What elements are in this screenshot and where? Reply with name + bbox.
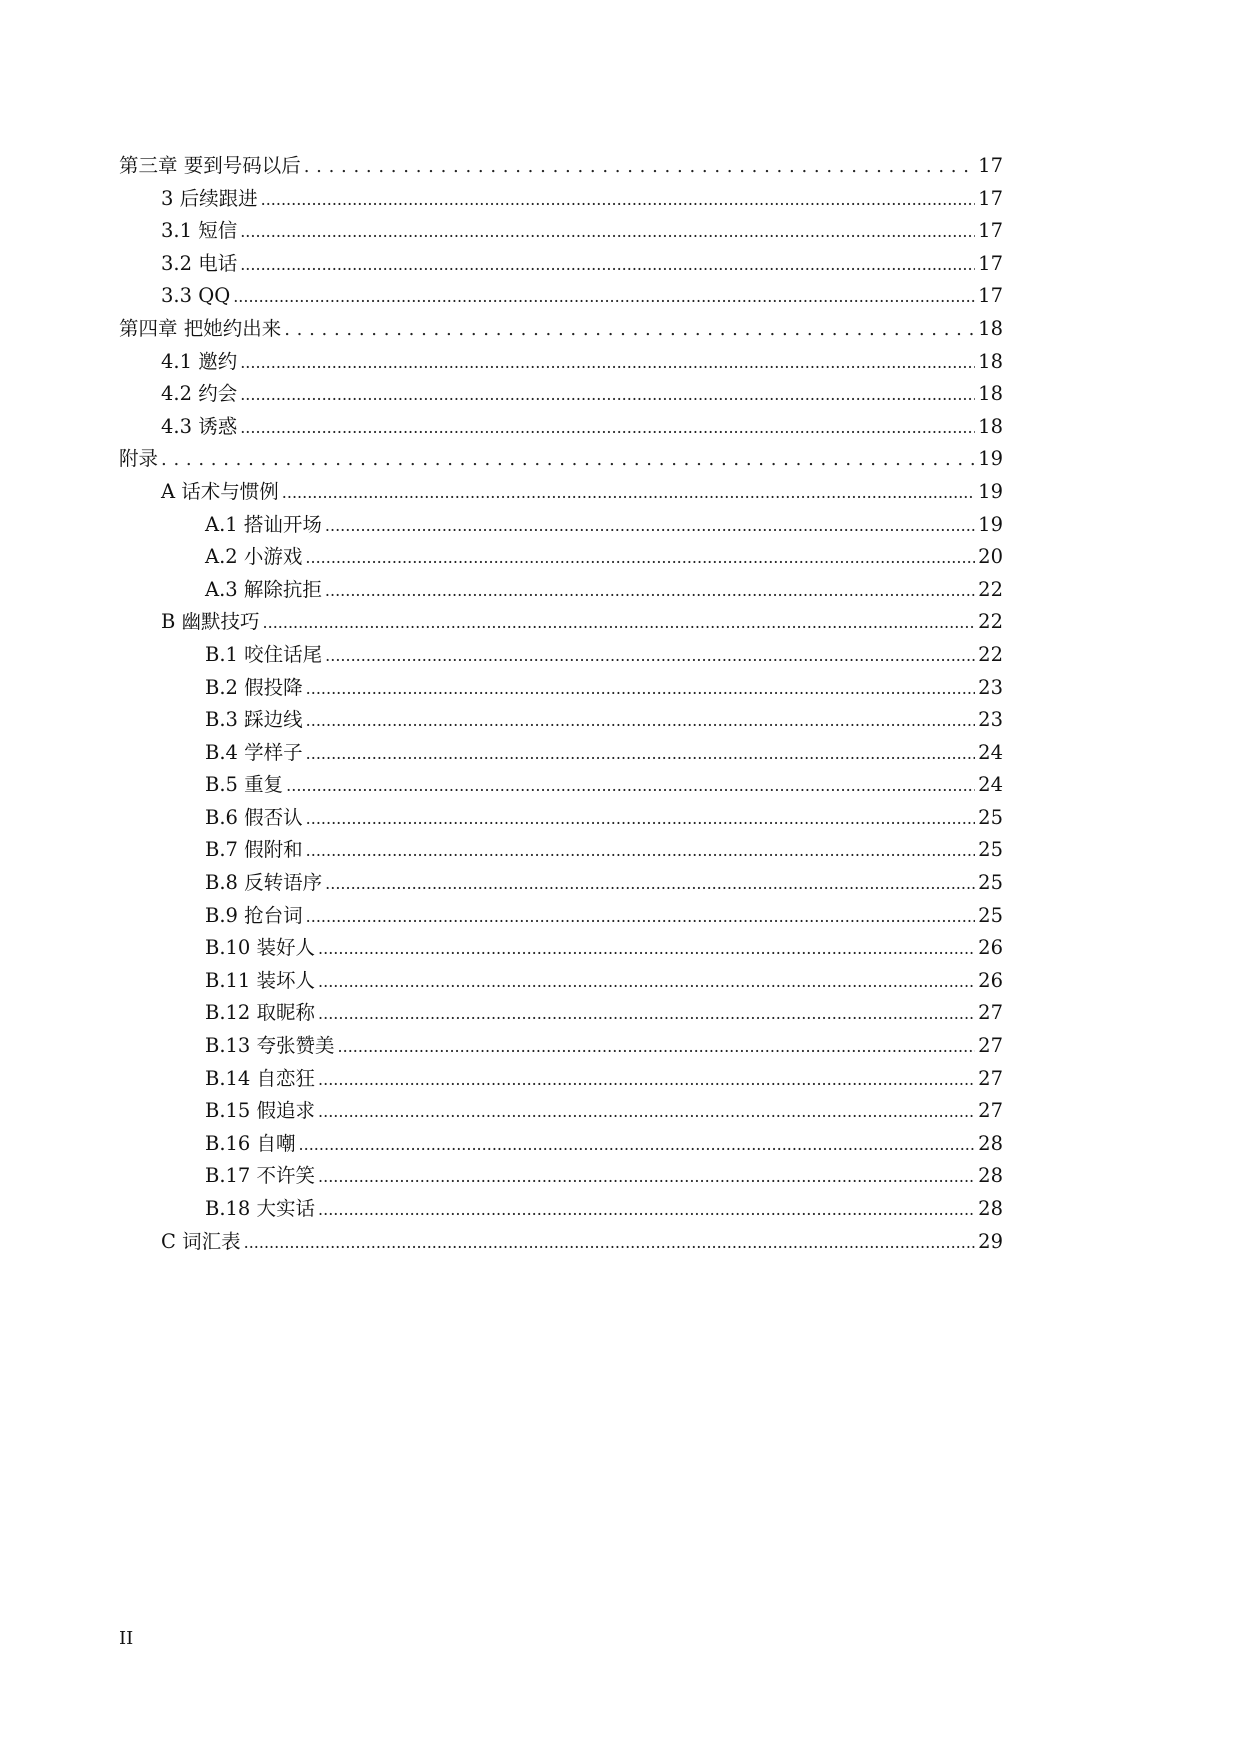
- toc-entry-page-number: 25: [978, 838, 1003, 862]
- toc-entry-page-number: 22: [978, 610, 1003, 634]
- dot-leader: [240, 411, 975, 445]
- dot-leader: [338, 1030, 976, 1064]
- toc-entry-page-number: 23: [978, 675, 1003, 699]
- toc-entry-page-number: 18: [978, 382, 1003, 406]
- toc-entry-page-number: 25: [978, 871, 1003, 895]
- toc-entry[interactable]: [119, 1128, 1003, 1161]
- toc-entry[interactable]: [119, 346, 1003, 379]
- toc-entry-title: 第三章 要到号码以后: [119, 154, 301, 177]
- toc-entry-title: 3.3 QQ: [161, 284, 231, 308]
- toc-entry[interactable]: [119, 1063, 1003, 1096]
- toc-entry[interactable]: [119, 932, 1003, 965]
- dot-leader: [306, 802, 976, 836]
- toc-entry-title: 3 后续跟进: [161, 186, 258, 210]
- dot-leader: [325, 867, 975, 901]
- dot-leader: [161, 443, 975, 477]
- toc-entry-title: B.8 反转语序: [205, 871, 323, 895]
- toc-entry[interactable]: [119, 606, 1003, 639]
- toc-entry-title: 第四章 把她约出来: [119, 316, 282, 340]
- toc-entry[interactable]: [119, 997, 1003, 1030]
- footer-page-number: II: [119, 1628, 134, 1649]
- dot-leader: [306, 737, 976, 771]
- toc-entry-page-number: 27: [978, 1001, 1003, 1025]
- toc-entry-page-number: 24: [978, 740, 1003, 764]
- toc-entry-title: B.15 假追求: [205, 1099, 316, 1123]
- dot-leader: [318, 1063, 975, 1097]
- toc-entry-page-number: 18: [978, 414, 1003, 438]
- toc-entry[interactable]: [119, 1160, 1003, 1193]
- toc-entry-page-number: 19: [978, 512, 1003, 536]
- toc-entry-page-number: 17: [978, 251, 1003, 275]
- toc-entry-title: B.4 学样子: [205, 740, 303, 764]
- toc-entry-title: B 幽默技巧: [161, 610, 260, 634]
- dot-leader: [306, 672, 976, 706]
- toc-entry[interactable]: [119, 509, 1003, 542]
- toc-entry-title: A.1 搭讪开场: [205, 512, 322, 536]
- toc-entry-title: B.11 装坏人: [205, 968, 316, 992]
- toc-entry[interactable]: [119, 280, 1003, 313]
- dot-leader: [304, 150, 975, 184]
- dot-leader: [306, 900, 976, 934]
- dot-leader: [244, 1226, 976, 1260]
- toc-entry-title: B.12 取昵称: [205, 1001, 316, 1025]
- toc-entry-page-number: 19: [978, 479, 1003, 503]
- dot-leader: [282, 476, 975, 510]
- toc-entry[interactable]: [119, 476, 1003, 509]
- toc-entry[interactable]: [119, 769, 1003, 802]
- toc-entry[interactable]: [119, 737, 1003, 770]
- toc-entry[interactable]: [119, 867, 1003, 900]
- toc-entry[interactable]: [119, 639, 1003, 672]
- toc-entry[interactable]: [119, 1095, 1003, 1128]
- toc-entry-title: 3.1 短信: [161, 219, 238, 243]
- toc-entry-page-number: 19: [978, 447, 1003, 471]
- toc-entry-page-number: 22: [978, 642, 1003, 666]
- dot-leader: [299, 1128, 976, 1162]
- toc-entry-title: B.18 大实话: [205, 1197, 316, 1220]
- dot-leader: [240, 248, 975, 282]
- toc-entry-title: B.7 假附和: [205, 838, 303, 862]
- toc-entry[interactable]: [119, 411, 1003, 444]
- dot-leader: [325, 509, 975, 543]
- toc-entry-title: A.2 小游戏: [205, 545, 303, 569]
- toc-entry-title: 4.2 约会: [161, 382, 238, 406]
- toc-entry-page-number: 28: [978, 1131, 1003, 1155]
- toc-entry-title: B.16 自嘲: [205, 1131, 296, 1155]
- toc-entry-title: B.2 假投降: [205, 675, 303, 699]
- toc-entry-page-number: 25: [978, 903, 1003, 927]
- toc-entry-page-number: 27: [978, 1034, 1003, 1058]
- toc-entry-page-number: 26: [978, 936, 1003, 960]
- toc-entry-title: B.5 重复: [205, 773, 284, 797]
- toc-entry-title: A 话术与惯例: [161, 479, 279, 503]
- dot-leader: [305, 541, 975, 575]
- dot-leader: [318, 1193, 975, 1227]
- dot-leader: [306, 834, 976, 868]
- toc-entry[interactable]: [119, 313, 1003, 346]
- dot-leader: [325, 639, 975, 673]
- toc-entry-page-number: 20: [978, 545, 1003, 569]
- toc-entry-page-number: 27: [978, 1066, 1003, 1090]
- toc-entry[interactable]: [119, 704, 1003, 737]
- toc-entry[interactable]: [119, 1226, 1003, 1259]
- toc-entry-page-number: 17: [978, 186, 1003, 210]
- toc-entry[interactable]: [119, 900, 1003, 933]
- dot-leader: [261, 183, 976, 217]
- toc-entry-page-number: 27: [978, 1099, 1003, 1123]
- toc-entry-title: 附录: [119, 447, 159, 471]
- dot-leader: [286, 769, 975, 803]
- toc-entry-title: A.3 解除抗拒: [205, 577, 322, 601]
- toc-entry-title: 3.2 电话: [161, 251, 238, 275]
- dot-leader: [263, 606, 976, 640]
- dot-leader: [306, 704, 976, 738]
- dot-leader: [318, 932, 975, 966]
- dot-leader: [284, 313, 975, 347]
- toc-entry-page-number: 29: [978, 1229, 1003, 1253]
- dot-leader: [240, 346, 975, 380]
- toc-entry[interactable]: [119, 965, 1003, 998]
- dot-leader: [318, 1095, 975, 1129]
- toc-entry-page-number: 17: [978, 154, 1003, 177]
- toc-entry-title: B.10 装好人: [205, 936, 316, 960]
- dot-leader: [318, 997, 975, 1031]
- toc-entry-page-number: 28: [978, 1164, 1003, 1188]
- toc-entry[interactable]: [119, 378, 1003, 411]
- dot-leader: [325, 574, 975, 608]
- toc-entry[interactable]: [119, 672, 1003, 705]
- toc-entry-page-number: 28: [978, 1197, 1003, 1220]
- toc-entry-title: 4.1 邀约: [161, 349, 238, 373]
- toc-entry[interactable]: [119, 574, 1003, 607]
- toc-entry-page-number: 23: [978, 708, 1003, 732]
- toc-entry[interactable]: [119, 541, 1003, 574]
- toc-entry[interactable]: [119, 215, 1003, 248]
- toc-entry-title: B.3 踩边线: [205, 708, 303, 732]
- toc-entry-page-number: 24: [978, 773, 1003, 797]
- toc-entry[interactable]: [119, 443, 1003, 476]
- toc-entry[interactable]: [119, 834, 1003, 867]
- toc-entry-page-number: 18: [978, 316, 1003, 340]
- toc-entry-title: 4.3 诱惑: [161, 414, 238, 438]
- toc-entry-page-number: 18: [978, 349, 1003, 373]
- dot-leader: [233, 280, 975, 314]
- toc-entry[interactable]: [119, 150, 1003, 183]
- toc-entry-title: B.9 抢台词: [205, 903, 303, 927]
- toc-entry-page-number: 26: [978, 968, 1003, 992]
- toc-entry-title: B.17 不许笑: [205, 1164, 316, 1188]
- toc-entry-page-number: 17: [978, 219, 1003, 243]
- toc-entry[interactable]: [119, 1193, 1003, 1226]
- toc-entry-page-number: 22: [978, 577, 1003, 601]
- toc-entry[interactable]: [119, 183, 1003, 216]
- table-of-contents: [119, 150, 1003, 1258]
- toc-entry-title: C 词汇表: [161, 1229, 241, 1253]
- toc-entry-title: B.6 假否认: [205, 805, 303, 829]
- toc-entry-title: B.1 咬住话尾: [205, 642, 323, 666]
- toc-entry[interactable]: [119, 802, 1003, 835]
- dot-leader: [240, 378, 975, 412]
- dot-leader: [318, 1160, 975, 1194]
- toc-entry-page-number: 17: [978, 284, 1003, 308]
- dot-leader: [318, 965, 975, 999]
- toc-entry[interactable]: [119, 1030, 1003, 1063]
- toc-entry-title: B.13 夸张赞美: [205, 1034, 335, 1058]
- toc-entry-page-number: 25: [978, 805, 1003, 829]
- toc-entry[interactable]: [119, 248, 1003, 281]
- toc-entry-title: B.14 自恋狂: [205, 1066, 316, 1090]
- dot-leader: [240, 215, 975, 249]
